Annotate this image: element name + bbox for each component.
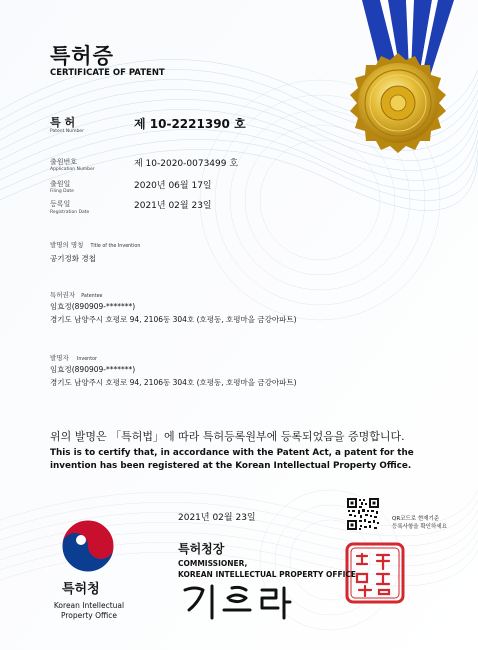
patentee-address: 경기도 남양주시 호평로 94, 2106동 304호 (호평동, 호평마을 금강아파트) bbox=[50, 315, 297, 324]
patentee-label-ko: 특허권자 bbox=[50, 291, 76, 299]
inventor-label-ko: 발명자 bbox=[50, 354, 69, 362]
registration-label-ko: 등록일 bbox=[50, 200, 71, 208]
qr-note bbox=[392, 515, 447, 531]
commissioner-title-en-line2: KOREAN INTELLECTUAL PROPERTY OFFICE bbox=[178, 570, 357, 579]
patentee-label bbox=[50, 290, 102, 299]
certification-statement-en-line2: invention has been registered at the Korean Intellectual Property Office. bbox=[50, 461, 412, 471]
invention-title: 공기정화 경첩 bbox=[50, 254, 96, 263]
application-label-ko: 출원번호 bbox=[50, 158, 78, 166]
inventor-label-en: Inventor bbox=[76, 357, 97, 362]
inventor-name: 임효정(890909-*******) bbox=[50, 365, 136, 374]
inventor-label bbox=[50, 353, 97, 362]
qr-note-line2: 등록사항을 확인하세요 bbox=[392, 524, 447, 530]
registration-label-en: Registration Date bbox=[50, 210, 90, 215]
application-number: 제 10-2020-0073499 호 bbox=[134, 159, 239, 169]
patent-number: 제 10-2221390 호 bbox=[134, 117, 246, 131]
commissioner-title-en-line1: COMMISSIONER, bbox=[178, 559, 248, 568]
certificate-title-ko: 특허증 bbox=[50, 44, 114, 68]
patentee-name: 임효정(890909-*******) bbox=[50, 302, 136, 311]
filing-label-ko: 출원일 bbox=[50, 180, 71, 188]
invention-label-ko: 발명의 명칭 bbox=[50, 241, 84, 249]
office-name-en-line2: Property Office bbox=[60, 611, 117, 620]
issue-date: 2021년 02월 23일 bbox=[178, 513, 256, 523]
certification-statement-en-line1: This is to certify that, in accordance with the Patent Act, a patent for the bbox=[50, 448, 414, 458]
filing-date: 2020년 06월 17일 bbox=[134, 181, 212, 191]
certificate-title-en: CERTIFICATE OF PATENT bbox=[50, 68, 165, 78]
taeguk-logo-icon bbox=[62, 520, 114, 572]
office-name-ko: 특허청 bbox=[62, 582, 100, 597]
office-name-en-line1: Korean Intellectual bbox=[53, 601, 125, 610]
invention-label bbox=[50, 240, 140, 249]
patentee-label-en: Patentee bbox=[81, 294, 103, 299]
qr-code[interactable] bbox=[346, 497, 380, 531]
invention-label-en: Title of the Invention bbox=[90, 244, 141, 249]
inventor-address: 경기도 남양주시 호평로 94, 2106동 304호 (호평동, 호평마을 금강아파트) bbox=[50, 378, 297, 387]
application-label-en: Application Number bbox=[50, 167, 95, 172]
filing-label-en: Filing Date bbox=[50, 189, 74, 194]
commissioner-title-ko: 특허청장 bbox=[178, 542, 225, 556]
certification-statement-ko: 위의 발명은 「특허법」에 따라 특허등록원부에 등록되었음을 증명합니다. bbox=[50, 430, 405, 443]
registration-date: 2021년 02월 23일 bbox=[134, 201, 212, 211]
patent-label-en: Patent Number bbox=[50, 129, 84, 134]
qr-note-line1: QR코드로 현재기준 bbox=[392, 516, 440, 522]
patent-label-ko: 특 허 bbox=[50, 116, 76, 129]
